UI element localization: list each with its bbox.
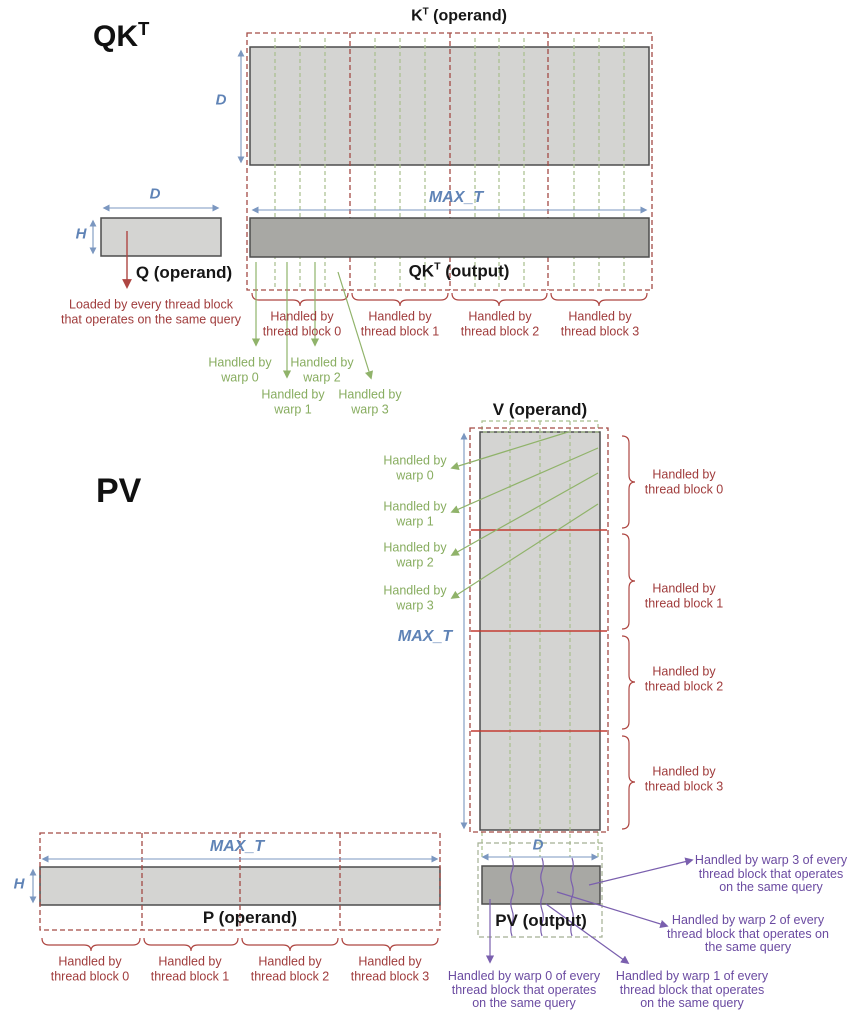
thread-block-label-0-v: Handled by thread block 0 [644, 467, 724, 496]
pv-warp-note-1: Handled by warp 1 of every thread block that operates on the same query [615, 968, 769, 1010]
thread-block-label-0-top: Handled by thread block 0 [262, 309, 342, 338]
dim-h-q-label: H [75, 225, 87, 243]
pv-warp-note-2: Handled by warp 2 of every thread block that operates on the same query [667, 912, 829, 954]
dim-d-q-label: D [149, 185, 161, 203]
thread-block-label-1-v: Handled by thread block 1 [644, 581, 724, 610]
q-matrix-label: Q (operand) [135, 263, 233, 282]
thread-block-label-2-top: Handled by thread block 2 [460, 309, 540, 338]
thread-block-label-3-p: Handled by thread block 3 [350, 954, 430, 983]
kt-matrix-label: $K^T$ (operand) [411, 6, 507, 25]
warp-label-2-top: Handled by warp 2 [290, 355, 354, 384]
qkt-output-matrix [250, 218, 649, 257]
dim-d-kt-label: D [215, 91, 227, 109]
thread-block-label-3-v: Handled by thread block 3 [644, 764, 724, 793]
p-matrix-label: P (operand) [202, 908, 298, 927]
warp-label-0-v: Handled by warp 0 [383, 453, 447, 482]
v-matrix-label: V (operand) [492, 400, 588, 419]
thread-block-label-0-p: Handled by thread block 0 [50, 954, 130, 983]
pv-output-label: PV (output) [495, 911, 587, 930]
thread-block-braces-top [252, 293, 647, 306]
pv-warp-note-3: Handled by warp 3 of every thread block that operates on the same query [694, 852, 848, 894]
thread-block-label-1-top: Handled by thread block 1 [360, 309, 440, 338]
dim-h-label-p: H [13, 875, 25, 893]
pv-warp-note-0: Handled by warp 0 of every thread block that operates on the same query [447, 968, 601, 1010]
thread-block-label-3-top: Handled by thread block 3 [560, 309, 640, 338]
warp-label-1-v: Handled by warp 1 [383, 499, 447, 528]
thread-block-label-2-p: Handled by thread block 2 [250, 954, 330, 983]
qkt-section-title: $QK^T$ [93, 18, 150, 53]
q-loaded-note: Loaded by every thread block that operates on the same query [61, 297, 241, 326]
warp-label-3-v: Handled by warp 3 [383, 583, 447, 612]
q-matrix [101, 218, 221, 256]
warp-label-0-top: Handled by warp 0 [208, 355, 272, 384]
dim-max-t-label-top: MAX_T [428, 189, 484, 206]
dim-d-label-pv: D [532, 836, 544, 854]
qkt-output-label: $QK^T$ (output) [408, 260, 510, 281]
dim-max-t-label-v: MAX_T [397, 628, 453, 645]
warp-label-3-top: Handled by warp 3 [338, 387, 402, 416]
warp-label-1-top: Handled by warp 1 [261, 387, 325, 416]
pv-section-title: PV [96, 472, 142, 510]
thread-block-label-1-p: Handled by thread block 1 [150, 954, 230, 983]
warp-label-2-v: Handled by warp 2 [383, 540, 447, 569]
p-thread-block-braces [42, 938, 438, 951]
thread-block-label-2-v: Handled by thread block 2 [644, 664, 724, 693]
v-thread-block-braces [622, 436, 635, 829]
dim-max-t-label-p: MAX_T [209, 838, 265, 855]
